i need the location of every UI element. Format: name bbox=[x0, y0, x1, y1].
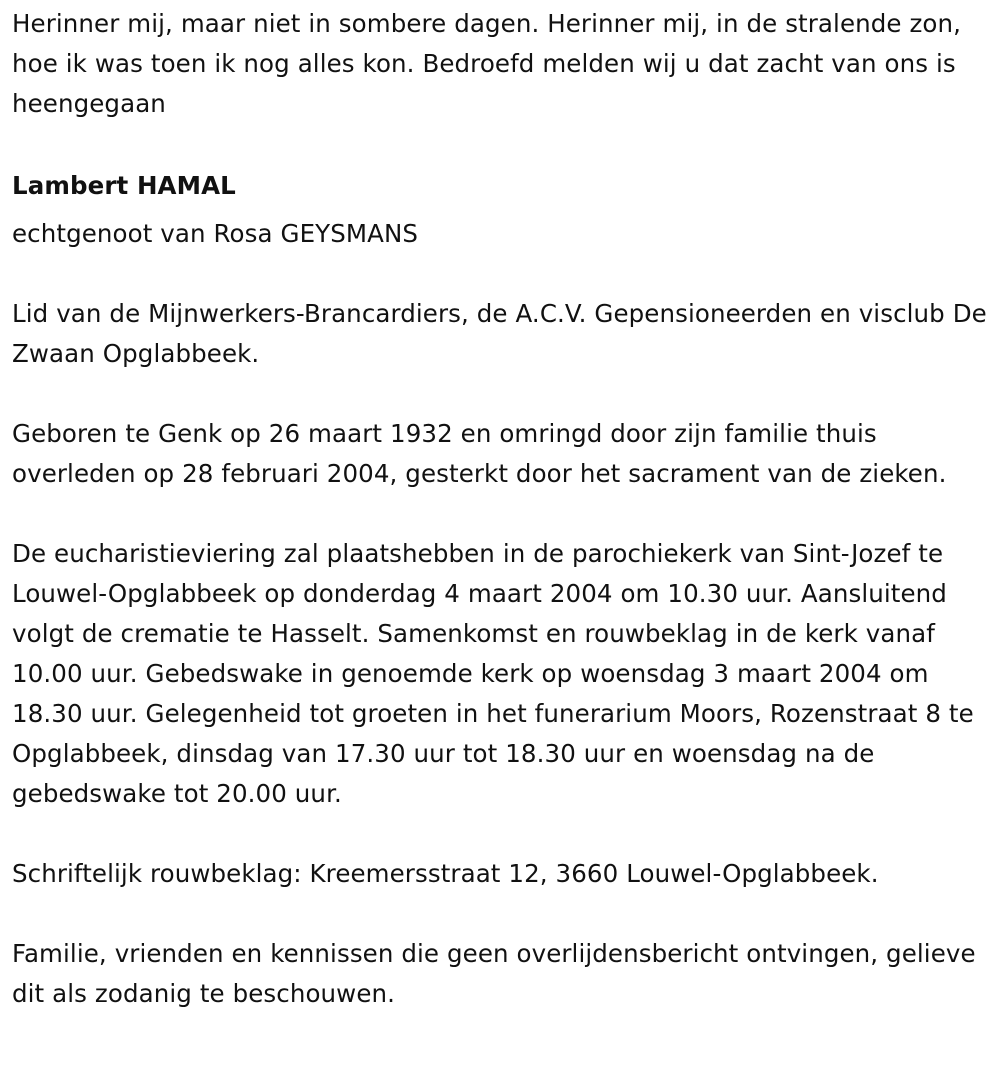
membership-paragraph: Lid van de Mijnwerkers-Brancardiers, de A.C.V. Gepensioneerden en visclub De Zwaan Opglabbeek. bbox=[12, 299, 987, 368]
written-condolence-paragraph: Schriftelijk rouwbeklag: Kreemersstraat 12, 3660 Louwel-Opglabbeek. bbox=[12, 859, 879, 888]
birth-death-paragraph: Geboren te Genk op 26 maart 1932 en omringd door zijn familie thuis overleden op 28 februari 2004, gesterkt door het sacrament van de zieken. bbox=[12, 419, 947, 488]
closing-paragraph: Familie, vrienden en kennissen die geen overlijdensbericht ontvingen, gelieve dit als zodanig te beschouwen. bbox=[12, 939, 976, 1008]
ceremony-paragraph: De eucharistieviering zal plaatshebben in de parochiekerk van Sint-Jozef te Louwel-Opglabbeek op donderdag 4 maart 2004 om 10.30 uur. Aansluitend volgt de crematie te Hasselt. Samenkomst en rouwbeklag in de kerk vanaf 10.00 uur. Gebedswake in genoemde kerk op woensdag 3 maart 2004 om 18.30 uur. Gelegenheid tot groeten in het funerarium Moors, Rozenstraat 8 te Opglabbeek, dinsdag van 17.30 uur tot 18.30 uur en woensdag na de gebedswake tot 20.00 uur. bbox=[12, 539, 974, 808]
intro-poem: Herinner mij, maar niet in sombere dagen. Herinner mij, in de stralende zon, hoe ik was toen ik nog alles kon. Bedroefd melden wij u dat zacht van ons is heengegaan bbox=[12, 9, 962, 118]
spouse-line: echtgenoot van Rosa GEYSMANS bbox=[12, 219, 419, 248]
deceased-name: Lambert HAMAL bbox=[12, 171, 236, 200]
